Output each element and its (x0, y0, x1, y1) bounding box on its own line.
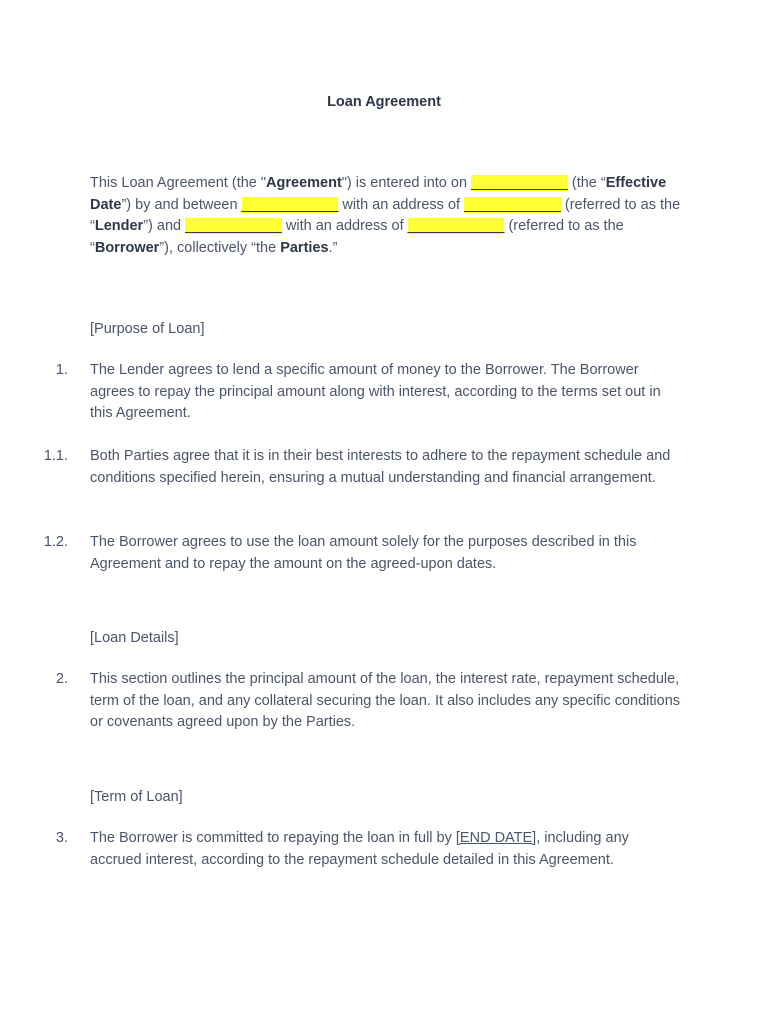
clause-number: 1. (55, 362, 68, 378)
intro-text: ”) and (143, 218, 186, 234)
intro-text: This Loan Agreement (the " (90, 175, 267, 191)
clause-number: 1.2. (43, 534, 68, 550)
intro-text: .” (328, 239, 338, 256)
parties-term: Parties (280, 239, 329, 256)
clause-text-part: , including any accrued interest, according to the repayment schedule detailed in this Agreement. (90, 830, 629, 868)
agreement-term: Agreement (266, 175, 342, 191)
section-heading-term-of-loan: [Term of Loan] (90, 789, 183, 805)
clause-text: The Lender agrees to lend a specific amount of money to the Borrower. The Borrower agrees to repay the principal amount along with interest, according to the terms set out in this Agreement. (90, 362, 661, 421)
clause-text: The Borrower agrees to use the loan amount solely for the purposes described in this Agreement and to repay the amount on the agreed-upon dates. (90, 534, 637, 572)
borrower-address-blank-field[interactable]: ____________ (407, 218, 505, 234)
lender-name-blank-field[interactable]: ____________ (241, 196, 339, 213)
clause-number: 3. (55, 830, 68, 846)
intro-text: (referred to as the “ (90, 196, 681, 234)
intro-text: (referred to as the “ (90, 218, 624, 256)
intro-text: with an address of (281, 218, 408, 234)
clause-text: Both Parties agree that it is in their best interests to adhere to the repayment schedule and conditions specified herein, ensuring a mutual understanding and financial arrangement. (90, 448, 671, 486)
effective-date-term: Effective Date (90, 175, 667, 213)
borrower-term: Borrower (94, 239, 160, 256)
clause-number: 2. (55, 671, 68, 687)
section-heading-loan-details: [Loan Details] (90, 630, 179, 646)
intro-text: ") is entered into on (341, 175, 472, 191)
document-title: Loan Agreement (327, 94, 441, 110)
intro-paragraph (90, 173, 690, 259)
section-heading-purpose-of-loan: [Purpose of Loan] (90, 321, 205, 337)
lender-term: Lender (94, 218, 144, 234)
date-blank-field[interactable]: ____________ (471, 175, 568, 191)
end-date-placeholder[interactable]: [END DATE] (455, 830, 537, 846)
intro-text: ”), collectively “the (159, 239, 281, 256)
intro-text: (the “ (567, 175, 606, 191)
clause-number: 1.1. (43, 448, 68, 464)
borrower-name-blank-field[interactable]: ____________ (185, 218, 282, 234)
clause-text-part: The Borrower is committed to repaying the loan in full by (90, 830, 456, 846)
clause-text: This section outlines the principal amount of the loan, the interest rate, repayment schedule, term of the loan, and any collateral securing the loan. It also includes any specific conditions or covenants agreed upon by the Parties. (90, 671, 681, 730)
intro-text: ”) by and between (121, 196, 242, 213)
intro-text: with an address of (338, 196, 465, 213)
clause-text (90, 828, 680, 871)
lender-address-blank-field[interactable]: ____________ (464, 196, 561, 213)
